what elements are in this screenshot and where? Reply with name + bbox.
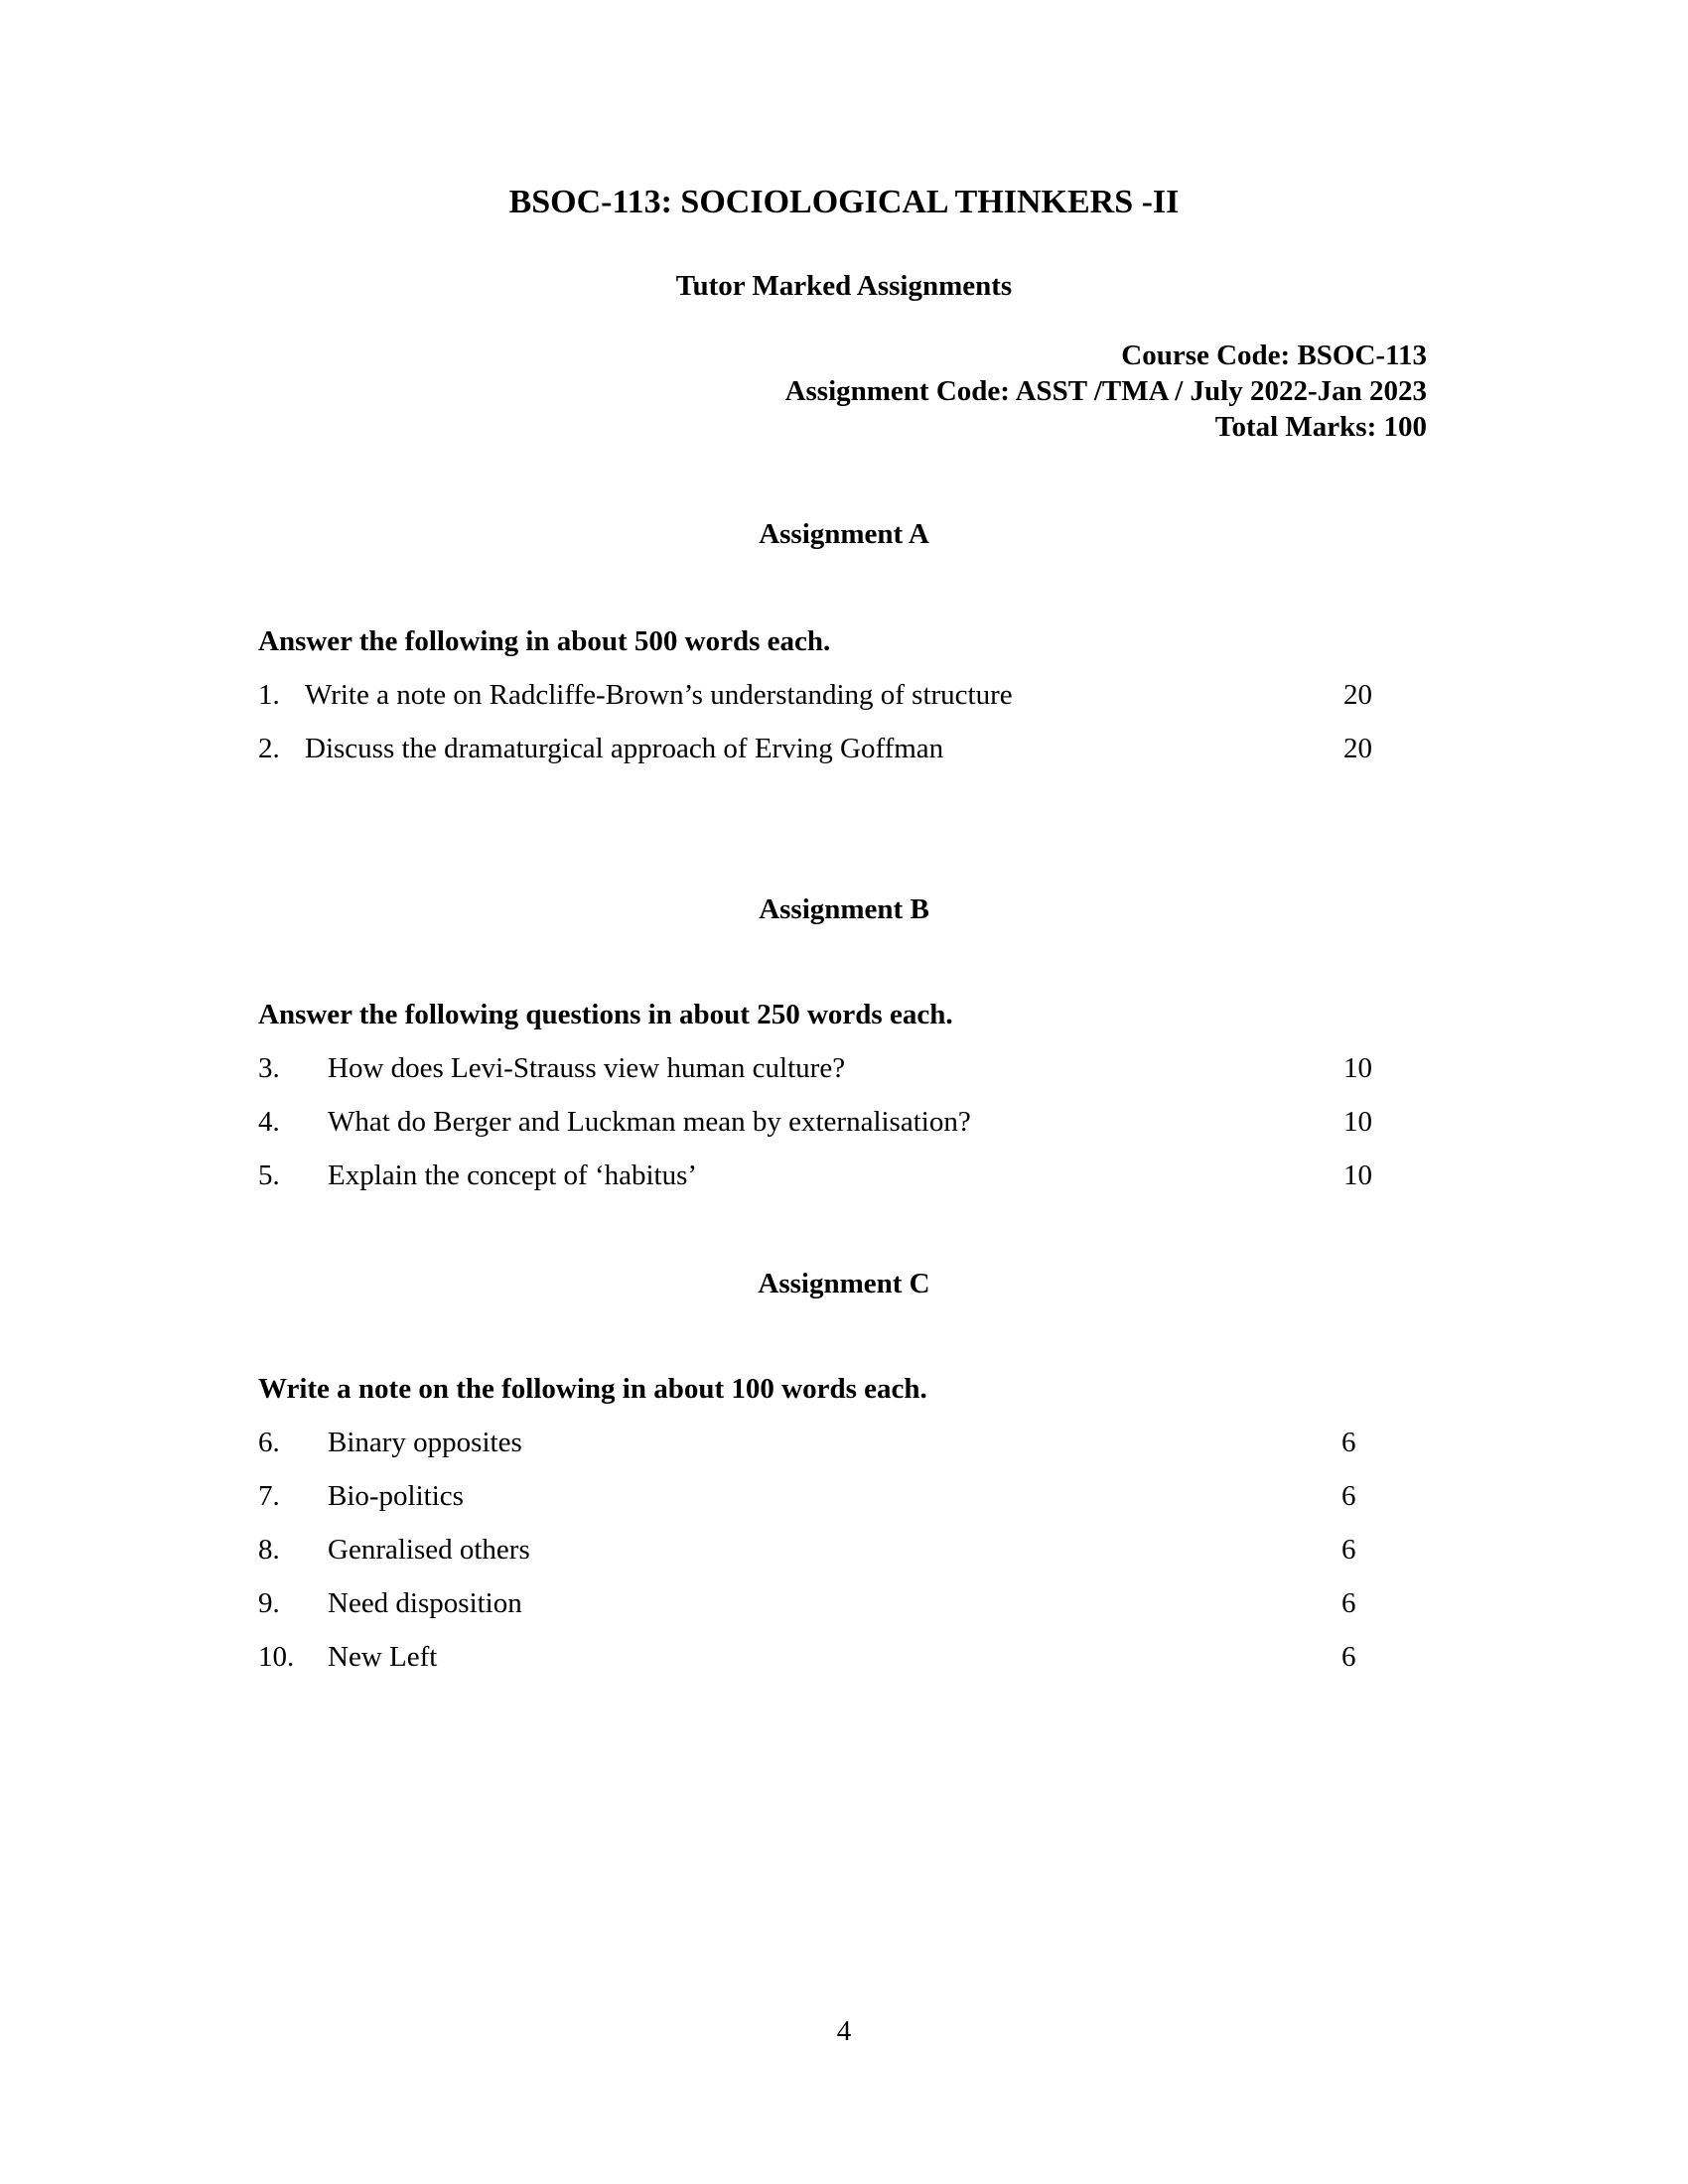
question-marks: 6 bbox=[1341, 1427, 1356, 1458]
question-marks: 10 bbox=[1343, 1106, 1372, 1138]
page-number: 4 bbox=[836, 2015, 852, 2047]
section-instruction-a: Answer the following in about 500 words each. bbox=[258, 625, 831, 657]
assignment-code: Assignment Code: ASST /TMA / July 2022-Jan 2023 bbox=[784, 375, 1427, 407]
question-text: Write a note on Radcliffe-Brown’s understanding of structure bbox=[305, 679, 1013, 711]
question-number: 7. bbox=[258, 1480, 280, 1512]
course-code: Course Code: BSOC-113 bbox=[1121, 340, 1427, 371]
question-marks: 20 bbox=[1343, 679, 1372, 711]
question-marks: 6 bbox=[1341, 1534, 1356, 1566]
question-number: 8. bbox=[258, 1534, 280, 1566]
section-heading-c: Assignment C bbox=[758, 1268, 930, 1299]
section-heading-b: Assignment B bbox=[759, 893, 929, 925]
question-text: What do Berger and Luckman mean by externalisation? bbox=[328, 1106, 971, 1138]
question-text: New Left bbox=[328, 1641, 438, 1673]
page-title: BSOC-113: SOCIOLOGICAL THINKERS -II bbox=[508, 184, 1180, 220]
question-number: 9. bbox=[258, 1587, 280, 1619]
question-number: 4. bbox=[258, 1106, 280, 1138]
question-text: Explain the concept of ‘habitus’ bbox=[328, 1160, 698, 1191]
question-text: Genralised others bbox=[328, 1534, 530, 1566]
question-number: 2. bbox=[258, 733, 280, 764]
question-text: Discuss the dramaturgical approach of Erving Goffman bbox=[305, 733, 944, 764]
section-instruction-c: Write a note on the following in about 100 words each. bbox=[258, 1373, 927, 1405]
question-number: 5. bbox=[258, 1160, 280, 1191]
section-instruction-b: Answer the following questions in about 250 words each. bbox=[258, 999, 953, 1030]
question-number: 6. bbox=[258, 1427, 280, 1458]
question-number: 3. bbox=[258, 1052, 280, 1084]
page-subtitle: Tutor Marked Assignments bbox=[675, 270, 1013, 302]
question-marks: 10 bbox=[1343, 1052, 1372, 1084]
question-number: 1. bbox=[258, 679, 280, 711]
section-heading-a: Assignment A bbox=[759, 518, 929, 550]
question-marks: 20 bbox=[1343, 733, 1372, 764]
total-marks: Total Marks: 100 bbox=[1214, 411, 1427, 443]
question-text: How does Levi-Strauss view human culture? bbox=[328, 1052, 846, 1084]
question-marks: 6 bbox=[1341, 1587, 1356, 1619]
question-marks: 6 bbox=[1341, 1641, 1356, 1673]
question-text: Binary opposites bbox=[328, 1427, 522, 1458]
question-text: Need disposition bbox=[328, 1587, 522, 1619]
question-number: 10. bbox=[258, 1641, 295, 1673]
question-marks: 10 bbox=[1343, 1160, 1372, 1191]
question-marks: 6 bbox=[1341, 1480, 1356, 1512]
question-text: Bio-politics bbox=[328, 1480, 464, 1512]
